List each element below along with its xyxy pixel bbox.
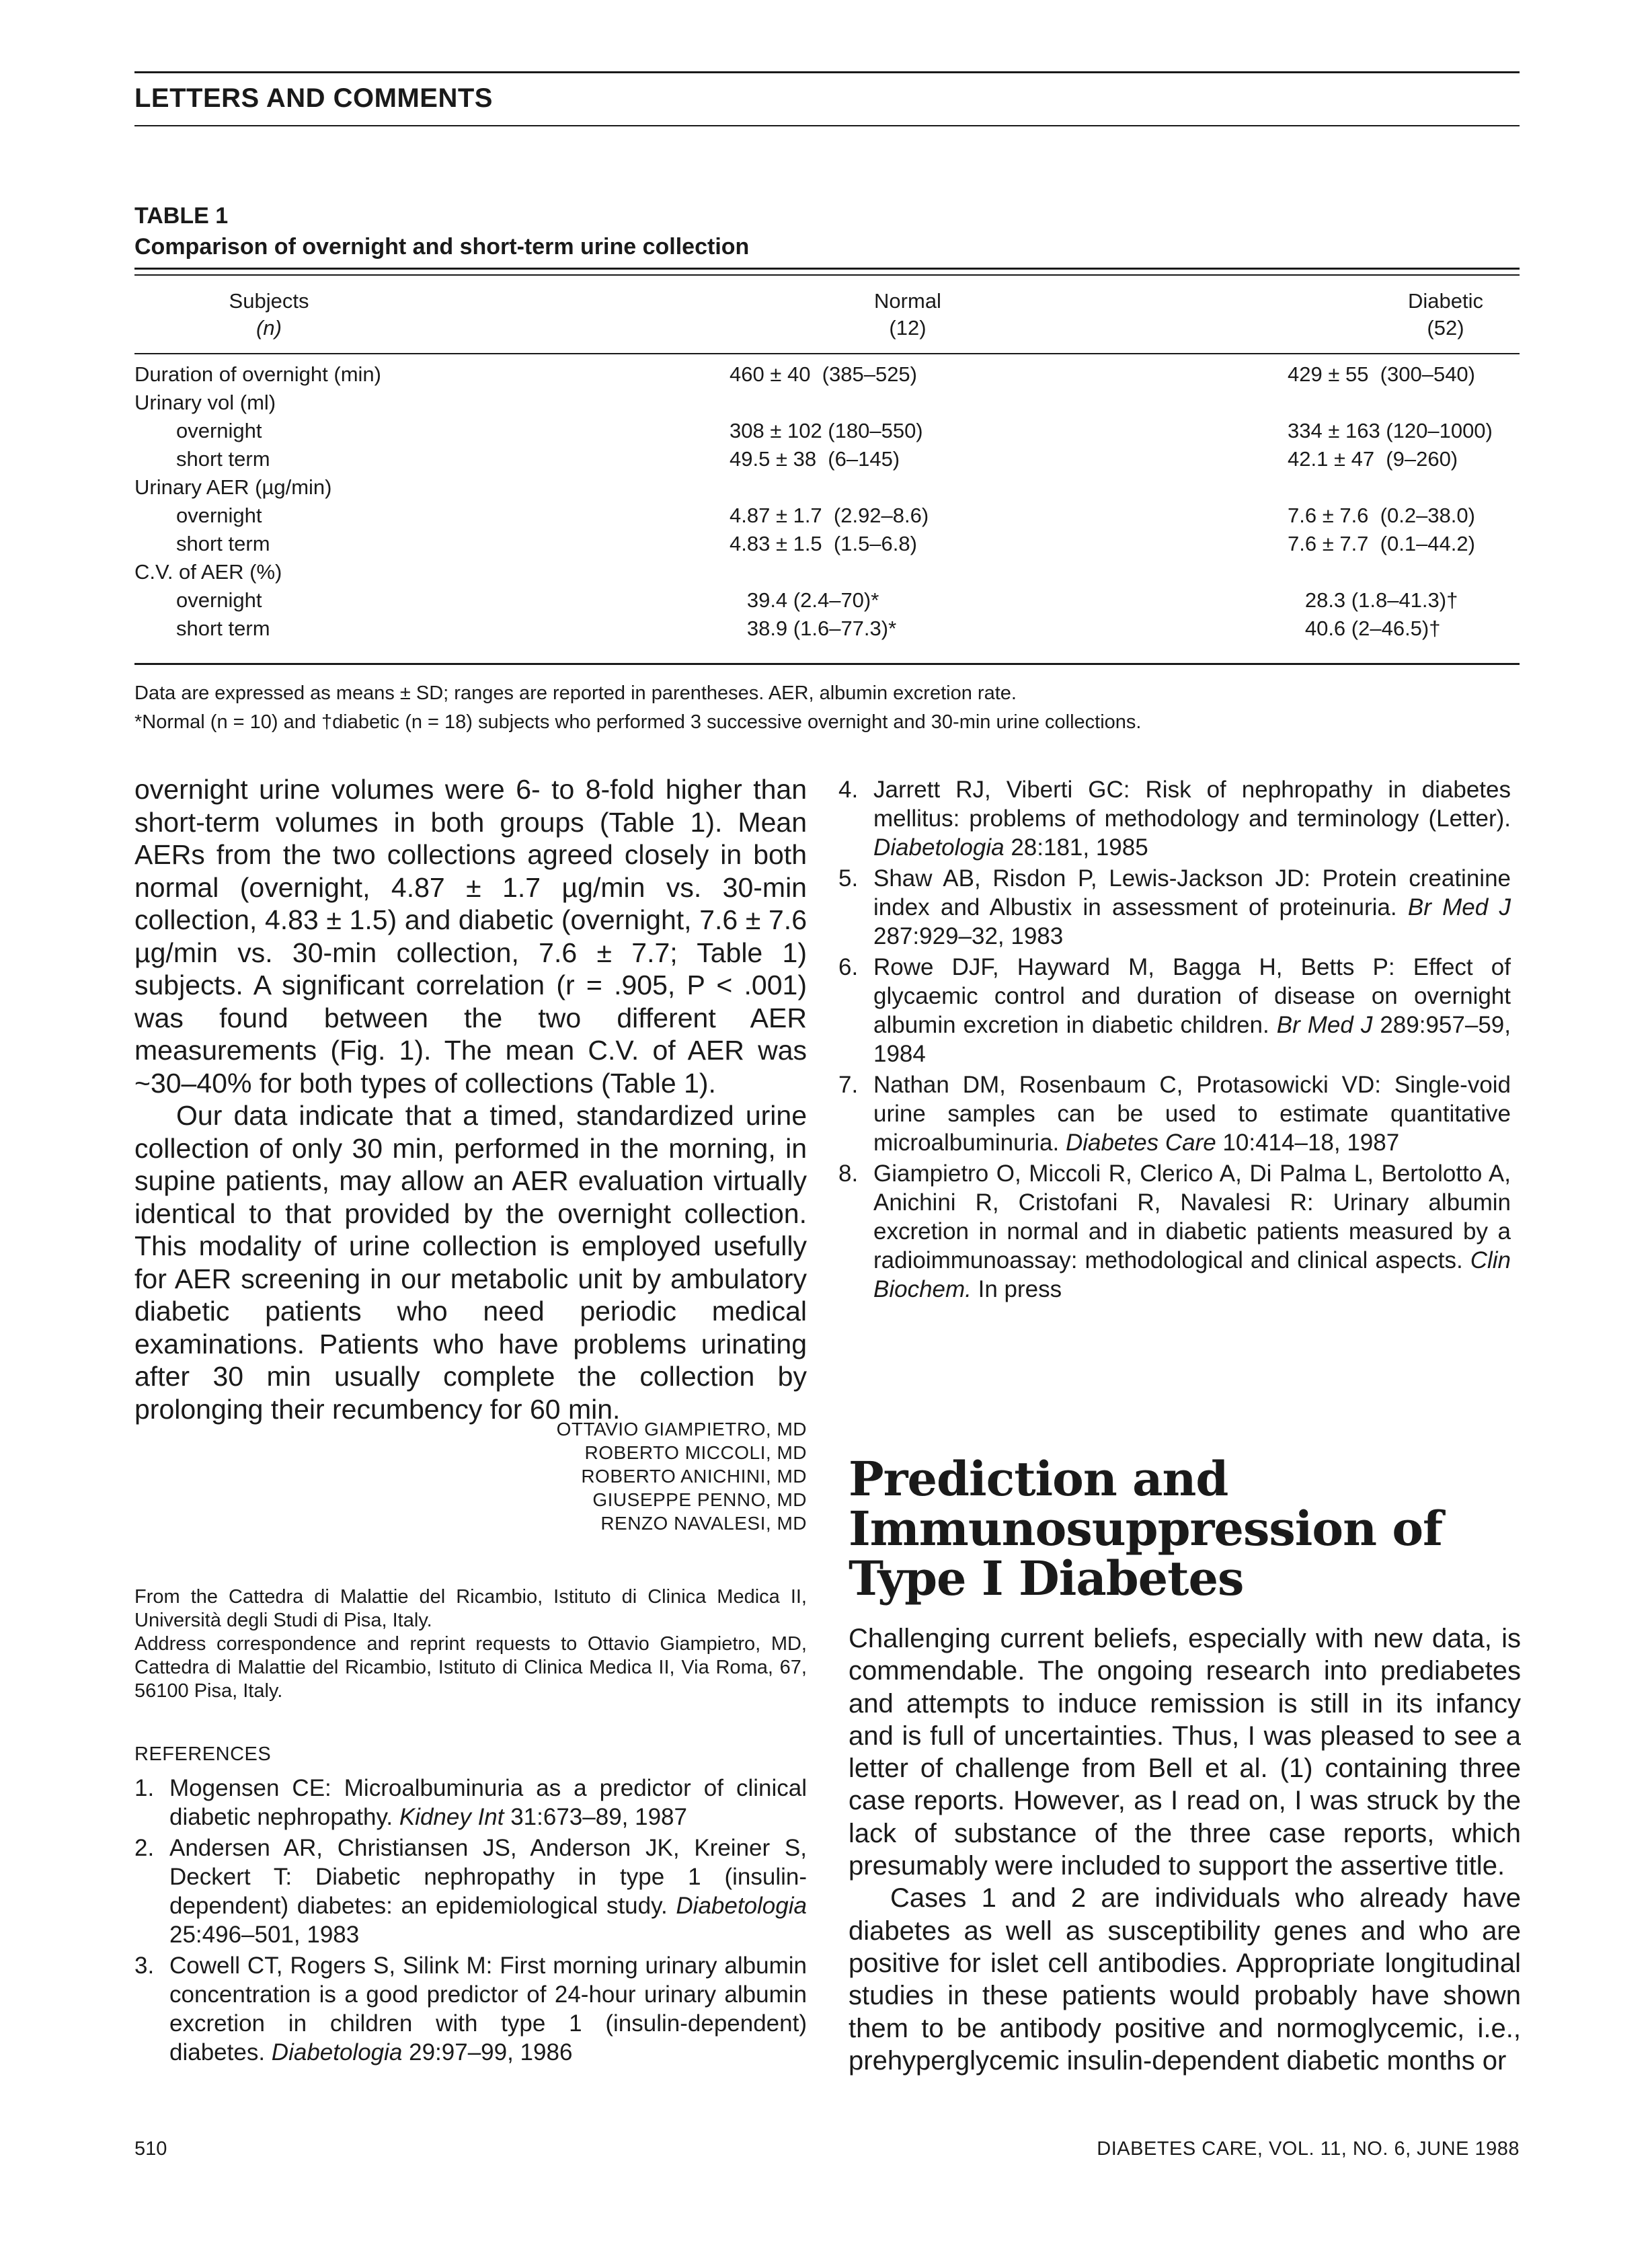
reference-item bbox=[838, 953, 1511, 1068]
reference-cite: In press bbox=[978, 1276, 1062, 1302]
page-number: 510 bbox=[134, 2138, 167, 2160]
author-name: ROBERTO ANICHINI, MD bbox=[581, 1466, 807, 1487]
reference-journal: Br Med J bbox=[1276, 1012, 1373, 1038]
cell-normal: 4.83 ± 1.5 (1.5–6.8) bbox=[730, 532, 917, 555]
article-title-line: Type I Diabetes bbox=[849, 1550, 1244, 1606]
table-row bbox=[134, 530, 1520, 558]
reference-number: 3. bbox=[134, 1953, 155, 1979]
row-label: overnight bbox=[176, 419, 262, 442]
header-rule-bottom bbox=[134, 125, 1520, 126]
reference-number: 6. bbox=[838, 954, 859, 980]
reference-item bbox=[838, 1070, 1511, 1157]
row-label: overnight bbox=[176, 504, 262, 527]
article-title-line: Prediction and bbox=[849, 1451, 1228, 1507]
column-header-normal bbox=[834, 288, 982, 342]
reference-text: Andersen AR, Christiansen JS, Anderson JK, Kreiner S, Deckert T: Diabetic nephropathy in type 1 (insulin-dependent) diabetes: an epidemiological study. bbox=[169, 1835, 807, 1919]
column-n: (52) bbox=[1427, 316, 1464, 340]
author-name: RENZO NAVALESI, MD bbox=[600, 1513, 807, 1534]
cell-normal: 49.5 ± 38 (6–145) bbox=[730, 447, 900, 471]
author-name: GIUSEPPE PENNO, MD bbox=[592, 1489, 807, 1510]
table-rule-bottom bbox=[134, 663, 1520, 665]
reference-text: Jarrett RJ, Viberti GC: Risk of nephropathy in diabetes mellitus: problems of methodology and terminology (Letter). bbox=[873, 777, 1511, 832]
reference-number: 8. bbox=[838, 1160, 859, 1187]
author-list bbox=[417, 1417, 807, 1535]
cell-diabetic: 7.6 ± 7.7 (0.1–44.2) bbox=[1288, 532, 1475, 555]
reference-cite: 29:97–99, 1986 bbox=[409, 2039, 573, 2065]
table-row bbox=[134, 389, 1520, 417]
row-label: Duration of overnight (min) bbox=[134, 362, 381, 386]
references-list-right bbox=[838, 775, 1511, 1306]
table-row bbox=[134, 445, 1520, 473]
reference-journal: Diabetes Care bbox=[1065, 1130, 1216, 1156]
reference-number: 2. bbox=[134, 1835, 155, 1861]
left-column-body bbox=[134, 773, 807, 1425]
row-label: C.V. of AER (%) bbox=[134, 560, 282, 584]
row-label: short term bbox=[176, 532, 270, 555]
column-header-diabetic bbox=[1372, 288, 1520, 342]
reference-item bbox=[838, 1159, 1511, 1304]
reference-journal: Diabetologia bbox=[676, 1893, 807, 1919]
table-row bbox=[134, 360, 1520, 389]
cell-normal: 38.9 (1.6–77.3)* bbox=[730, 617, 897, 640]
reference-item bbox=[134, 1834, 807, 1949]
journal-citation: DIABETES CARE, VOL. 11, NO. 6, JUNE 1988 bbox=[1097, 2138, 1520, 2160]
reference-number: 4. bbox=[838, 777, 859, 803]
column-name: Diabetic bbox=[1408, 289, 1483, 313]
column-header-subjects bbox=[134, 288, 403, 342]
reference-item bbox=[838, 775, 1511, 862]
references-heading: REFERENCES bbox=[134, 1743, 272, 1765]
table-rule-top-2 bbox=[134, 274, 1520, 276]
column-n: (12) bbox=[889, 316, 927, 340]
table-footnotes bbox=[134, 679, 1520, 737]
reference-text: Nathan DM, Rosenbaum C, Protasowicki VD: Single-void urine samples can be used to estimate quantitative microalbuminuria. bbox=[873, 1072, 1511, 1156]
affiliation-block bbox=[134, 1585, 807, 1703]
references-list-left bbox=[134, 1774, 807, 2069]
reference-number: 1. bbox=[134, 1775, 155, 1801]
cell-normal: 308 ± 102 (180–550) bbox=[730, 419, 923, 442]
cell-diabetic: 429 ± 55 (300–540) bbox=[1288, 362, 1475, 386]
header-rule-top bbox=[134, 71, 1520, 73]
table-label: TABLE 1 bbox=[134, 203, 229, 229]
table-row bbox=[134, 473, 1520, 502]
row-label: overnight bbox=[176, 588, 262, 612]
cell-diabetic: 7.6 ± 7.6 (0.2–38.0) bbox=[1288, 504, 1475, 527]
reference-cite: 289:957–59, 1984 bbox=[873, 1012, 1511, 1067]
cell-normal: 460 ± 40 (385–525) bbox=[730, 362, 917, 386]
row-label: short term bbox=[176, 617, 270, 640]
table-row bbox=[134, 502, 1520, 530]
table-row bbox=[134, 558, 1520, 586]
reference-number: 5. bbox=[838, 865, 859, 892]
reference-cite: 31:673–89, 1987 bbox=[510, 1804, 687, 1830]
reference-cite: 287:929–32, 1983 bbox=[873, 923, 1064, 949]
row-label: Urinary vol (ml) bbox=[134, 391, 276, 414]
reference-journal: Br Med J bbox=[1407, 894, 1511, 920]
reference-journal: Diabetologia bbox=[873, 834, 1005, 861]
cell-diabetic: 42.1 ± 47 (9–260) bbox=[1288, 447, 1458, 471]
cell-diabetic: 40.6 (2–46.5)† bbox=[1288, 617, 1441, 640]
section-label: LETTERS AND COMMENTS bbox=[134, 83, 493, 113]
author-name: ROBERTO MICCOLI, MD bbox=[584, 1442, 807, 1463]
affiliation: From the Cattedra di Malattie del Ricambio, Istituto di Clinica Medica II, Università degli Studi di Pisa, Italy. bbox=[134, 1586, 807, 1631]
reference-cite: 10:414–18, 1987 bbox=[1222, 1130, 1400, 1156]
reference-journal: Kidney Int bbox=[399, 1804, 504, 1830]
reference-journal: Diabetologia bbox=[271, 2039, 403, 2065]
column-name: Normal bbox=[874, 289, 941, 313]
article-title bbox=[849, 1451, 1521, 1606]
article-body bbox=[849, 1622, 1521, 2077]
reference-journal: Clin Biochem. bbox=[873, 1247, 1511, 1302]
reference-cite: 28:181, 1985 bbox=[1011, 834, 1148, 861]
column-name: Subjects bbox=[229, 289, 309, 313]
reference-item bbox=[134, 1951, 807, 2067]
cell-diabetic: 334 ± 163 (120–1000) bbox=[1288, 419, 1493, 442]
table-row bbox=[134, 615, 1520, 643]
reference-text: Shaw AB, Risdon P, Lewis-Jackson JD: Protein creatinine index and Albustix in assessment of proteinuria. bbox=[873, 865, 1511, 920]
cell-diabetic: 28.3 (1.8–41.3)† bbox=[1288, 588, 1458, 612]
reference-item bbox=[134, 1774, 807, 1832]
reference-text: Cowell CT, Rogers S, Silink M: First morning urinary albumin concentration is a good predictor of 24-hour urinary albumin excretion in children with type 1 (insulin-dependent) diabetes. bbox=[169, 1953, 807, 2065]
table-title: Comparison of overnight and short-term urine collection bbox=[134, 234, 750, 260]
reference-item bbox=[838, 864, 1511, 951]
column-n: (n) bbox=[256, 316, 282, 340]
table-note: *Normal (n = 10) and †diabetic (n = 18) subjects who performed 3 successive overnight and 30-min urine collections. bbox=[134, 711, 1142, 733]
table-row bbox=[134, 586, 1520, 615]
reference-text: Giampietro O, Miccoli R, Clerico A, Di Palma L, Bertolotto A, Anichini R, Cristofani R, Navalesi R: Urinary albumin excretion in normal and in diabetic patients measured by a radioimmunoassay: methodological and clinical aspects. bbox=[873, 1160, 1511, 1273]
reference-text: Mogensen CE: Microalbuminuria as a predictor of clinical diabetic nephropathy. bbox=[169, 1775, 807, 1830]
table-note: Data are expressed as means ± SD; ranges are reported in parentheses. AER, albumin excretion rate. bbox=[134, 682, 1017, 704]
reference-text: Rowe DJF, Hayward M, Bagga H, Betts P: Effect of glycaemic control and duration of disease on overnight albumin excretion in diabetic children. bbox=[873, 954, 1511, 1038]
body-paragraph: Cases 1 and 2 are individuals who already have diabetes as well as susceptibility genes and who are positive for islet cell antibodies. Appropriate longitudinal studies in these patients would probably have shown them to be antibody positive and normoglycemic, i.e., prehyperglycemic insulin-dependent diabetic months or bbox=[849, 1883, 1521, 2076]
cell-normal: 39.4 (2.4–70)* bbox=[730, 588, 879, 612]
correspondence: Address correspondence and reprint requests to Ottavio Giampietro, MD, Cattedra di Malattie del Ricambio, Istituto di Clinica Medica II, Via Roma, 67, 56100 Pisa, Italy. bbox=[134, 1633, 807, 1702]
table-rule-header bbox=[134, 353, 1520, 354]
body-paragraph: overnight urine volumes were 6- to 8-fold higher than short-term volumes in both groups (Table 1). Mean AERs from the two collections agreed closely in both normal (overnight, 4.87 ± 1.7 µg/min vs. 30-min collection, 4.83 ± 1.5) and diabetic (overnight, 7.6 ± 7.6 µg/min vs. 30-min collection, 7.6 ± 7.7; Table 1) subjects. A significant correlation (r = .905, P < .001) was found between the two different AER measurements (Fig. 1). The mean C.V. of AER was ~30–40% for both types of collections (Table 1). bbox=[134, 774, 807, 1099]
table-row bbox=[134, 417, 1520, 445]
article-title-line: Immunosuppression of bbox=[849, 1501, 1443, 1557]
author-name: OTTAVIO GIAMPIETRO, MD bbox=[556, 1419, 807, 1440]
table-caption bbox=[134, 200, 749, 262]
table-rule-top-1 bbox=[134, 268, 1520, 270]
row-label: short term bbox=[176, 447, 270, 471]
reference-number: 7. bbox=[838, 1072, 859, 1098]
body-paragraph: Challenging current beliefs, especially with new data, is commendable. The ongoing research into prediabetes and attempts to induce remission is still in its infancy and is full of uncertainties. Thus, I was pleased to see a letter of challenge from Bell et al. (1) containing three case reports. However, as I read on, I was struck by the lack of substance of the three case reports, which presumably were included to support the assertive title. bbox=[849, 1624, 1521, 1881]
cell-normal: 4.87 ± 1.7 (2.92–8.6) bbox=[730, 504, 929, 527]
reference-cite: 25:496–501, 1983 bbox=[169, 1922, 360, 1948]
body-paragraph: Our data indicate that a timed, standardized urine collection of only 30 min, performed in the morning, in supine patients, may allow an AER evaluation virtually identical to that provided by the overnight collection. This modality of urine collection is employed usefully for AER screening in our metabolic unit by ambulatory diabetic patients who need periodic medical examinations. Patients who have problems urinating after 30 min usually complete the collection by prolonging their recumbency for 60 min. bbox=[134, 1100, 807, 1425]
row-label: Urinary AER (µg/min) bbox=[134, 475, 332, 499]
